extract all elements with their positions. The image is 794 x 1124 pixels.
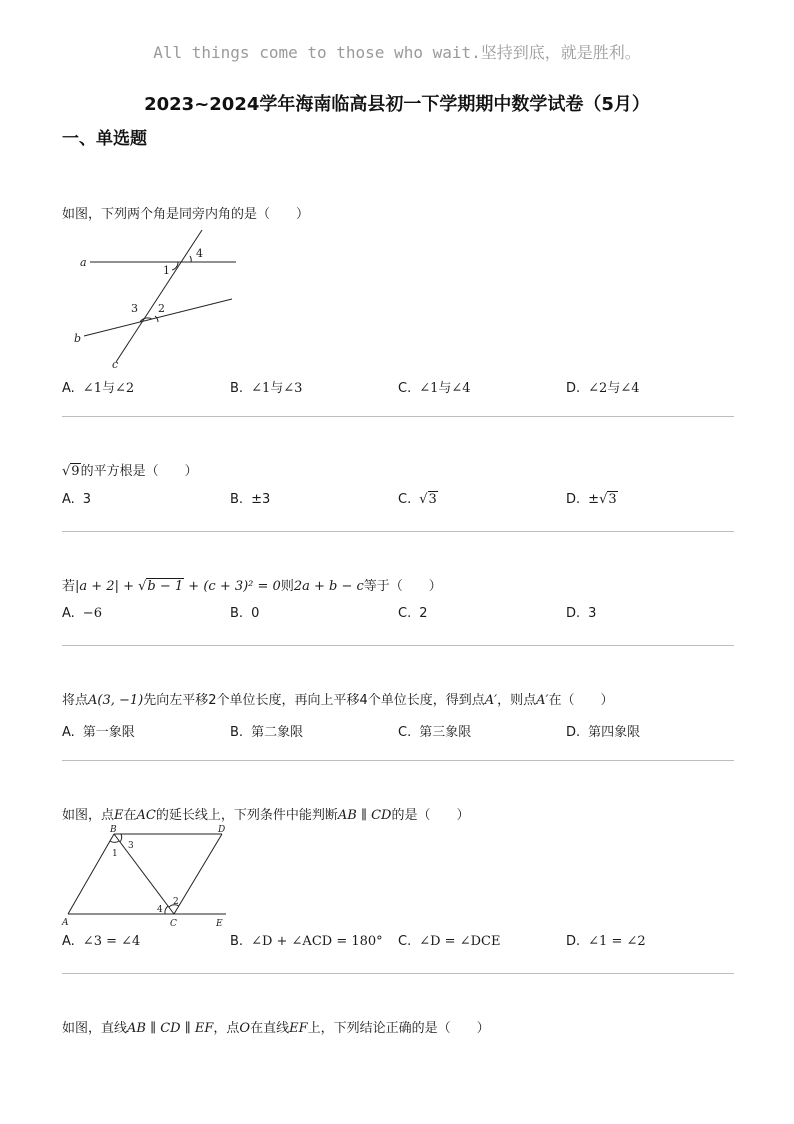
label-angle-2: 2 [173,897,179,907]
option-c[interactable]: C. 2 [398,606,428,621]
option-c[interactable]: C. √3 [398,492,437,507]
page-motto: All things come to those who wait.坚持到底，就是胜利。 [153,43,641,62]
label-angle-3: 3 [131,302,138,315]
label-angle-4: 4 [196,247,203,260]
section-heading: 一、单选题 [62,129,147,149]
label-point-e: E [216,919,223,929]
question-4-stem: 将点A(3, −1)先向左平移2个单位长度，再向上平移4个单位长度，得到点A′，则点A′在（ ） [62,693,614,708]
angle-3-arc [120,834,122,842]
option-a[interactable]: A. ∠1与∠2 [62,381,135,396]
option-d[interactable]: D. 3 [566,606,597,621]
option-c[interactable]: C. 第三象限 [398,725,472,740]
line-c [116,230,202,362]
question-2-stem: √9的平方根是（ ） [62,464,198,479]
angle-1-arc [110,841,119,842]
label-angle-1: 1 [163,264,170,277]
label-angle-1: 1 [112,849,118,859]
label-point-b: B [110,825,117,835]
label-point-d: D [218,825,226,835]
question-5-stem: 如图，点E在AC的延长线上，下列条件中能判断AB ∥ CD的是（ ） [62,808,470,823]
question-2-options [62,492,734,512]
label-line-b: b [74,332,82,345]
question-1-figure [68,226,248,376]
option-a[interactable]: A. −6 [62,606,102,621]
label-line-c: c [112,358,119,371]
option-d[interactable]: D. 第四象限 [566,725,641,740]
option-c[interactable]: C. ∠D = ∠DCE [398,934,501,949]
segment-ab [68,834,114,914]
option-c[interactable]: C. ∠1与∠4 [398,381,471,396]
angle-4-arc [165,906,168,914]
option-b[interactable]: B. ∠D + ∠ACD = 180° [230,934,383,949]
option-d[interactable]: D. ∠2与∠4 [566,381,640,396]
label-angle-2: 2 [158,302,165,315]
label-angle-3: 3 [128,841,134,851]
label-point-c: C [170,919,177,929]
question-1-stem: 如图，下列两个角是同旁内角的是（ ） [62,207,310,222]
question-divider [62,416,734,417]
question-divider [62,973,734,974]
exam-title: 2023~2024学年海南临高县初一下学期期中数学试卷（5月） [144,94,650,115]
sqrt-expression: √9 [62,464,80,479]
option-a[interactable]: A. 3 [62,492,92,507]
option-b[interactable]: B. 第二象限 [230,725,304,740]
question-5-options [62,934,734,954]
angle-4-arc [190,256,191,262]
option-b[interactable]: B. ±3 [230,492,271,507]
question-divider [62,531,734,532]
question-divider [62,760,734,761]
option-d[interactable]: D. ∠1 = ∠2 [566,934,646,949]
question-6-stem: 如图，直线AB ∥ CD ∥ EF，点O在直线EF上，下列结论正确的是（ ） [62,1021,490,1036]
label-point-a: A [62,918,69,928]
option-a[interactable]: A. 第一象限 [62,725,135,740]
segment-cd [174,834,222,914]
option-a[interactable]: A. ∠3 = ∠4 [62,934,141,949]
question-5-figure [60,824,240,930]
question-1-options [62,377,734,397]
question-divider [62,645,734,646]
option-b[interactable]: B. ∠1与∠3 [230,381,303,396]
angle-2-arc [155,316,158,322]
question-3-stem: 若|a + 2| + √b − 1 + (c + 3)² = 0则2a + b − c等于（ ） [62,579,442,594]
segment-bc [114,834,174,914]
question-4-options [62,721,734,741]
label-line-a: a [80,256,87,269]
option-b[interactable]: B. 0 [230,606,260,621]
option-d[interactable]: D. ±√3 [566,492,617,507]
label-angle-4: 4 [157,905,163,915]
question-3-options [62,606,734,626]
